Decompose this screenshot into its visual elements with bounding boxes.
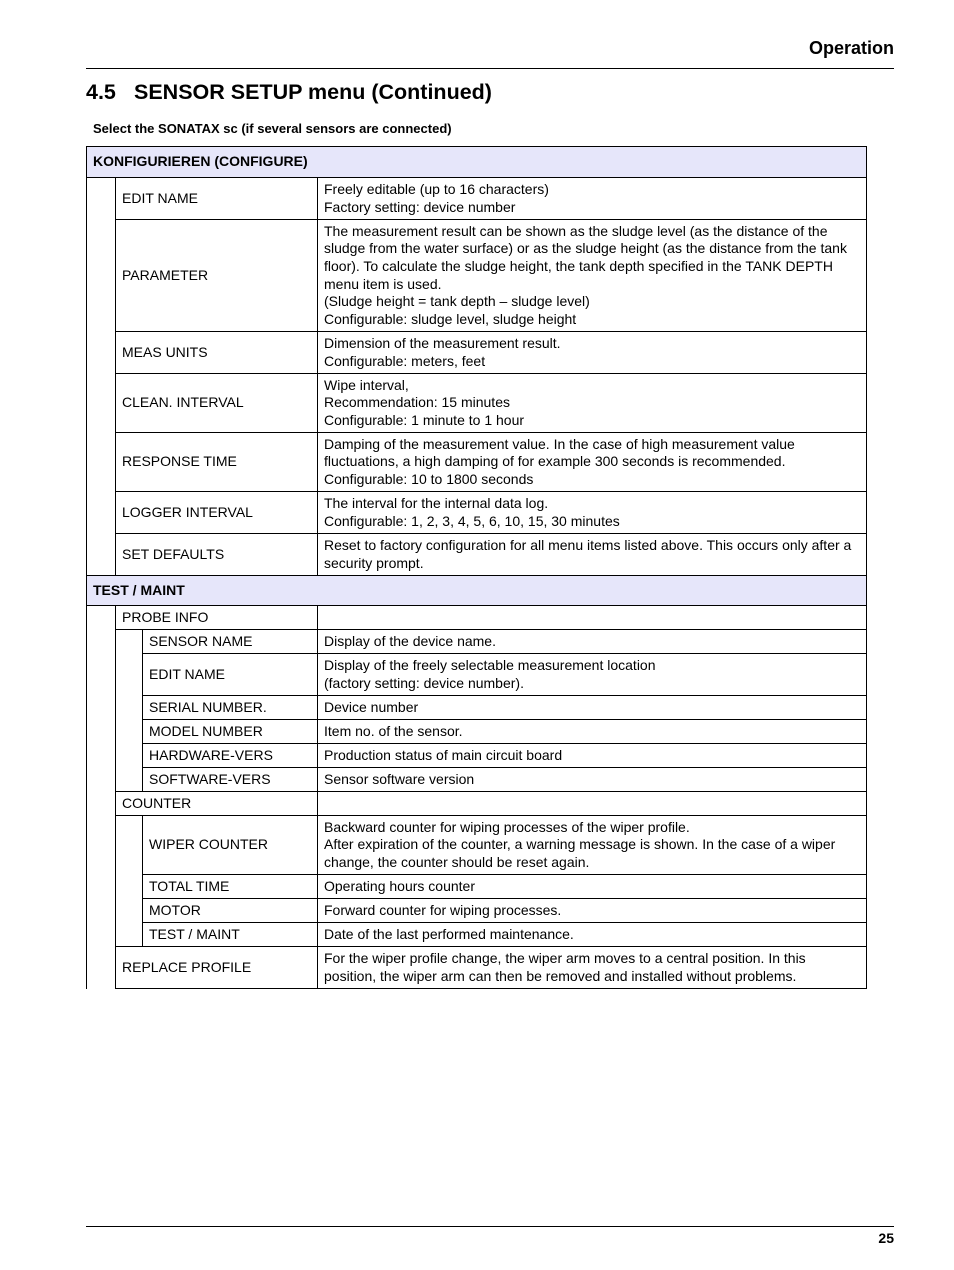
menu-item-description: Device number — [318, 696, 867, 720]
menu-item-name: CLEAN. INTERVAL — [116, 374, 318, 433]
group-header-row — [87, 576, 867, 606]
subheading: Select the SONATAX sc (if several sensors are connected) — [93, 121, 452, 136]
table-row — [87, 744, 867, 768]
menu-item-description: Display of the device name. — [318, 630, 867, 654]
menu-item-name: TEST / MAINT — [143, 923, 318, 947]
menu-item-description: Display of the freely selectable measurement location (factory setting: device number). — [318, 654, 867, 696]
page-number: 25 — [878, 1230, 894, 1246]
menu-item-name: SERIAL NUMBER. — [143, 696, 318, 720]
menu-item-name: HARDWARE-VERS — [143, 744, 318, 768]
menu-table — [86, 146, 867, 989]
menu-item-description: Damping of the measurement value. In the case of high measurement value fluctuations, a high damping of for example 300 seconds is recommended. Configurable: 10 to 1800 seconds — [318, 433, 867, 492]
table-row — [87, 923, 867, 947]
submenu-name: COUNTER — [116, 792, 318, 816]
table-row — [87, 630, 867, 654]
menu-item-description: The interval for the internal data log. Configurable: 1, 2, 3, 4, 5, 6, 10, 15, 30 minutes — [318, 492, 867, 534]
table-row — [87, 720, 867, 744]
menu-item-description: Date of the last performed maintenance. — [318, 923, 867, 947]
table-row — [87, 178, 867, 220]
table-row — [87, 947, 867, 989]
menu-item-description: Reset to factory configuration for all menu items listed above. This occurs only after a security prompt. — [318, 534, 867, 576]
menu-item-name: MEAS UNITS — [116, 332, 318, 374]
table-row — [87, 534, 867, 576]
menu-item-name: TOTAL TIME — [143, 875, 318, 899]
menu-item-name: PARAMETER — [116, 220, 318, 332]
menu-item-name: EDIT NAME — [116, 178, 318, 220]
table-row — [87, 220, 867, 332]
menu-item-description: Wipe interval, Recommendation: 15 minutes Configurable: 1 minute to 1 hour — [318, 374, 867, 433]
table-row — [87, 654, 867, 696]
menu-item-name: WIPER COUNTER — [143, 816, 318, 875]
menu-item-description: The measurement result can be shown as the sludge level (as the distance of the sludge from the water surface) or as the sludge height (as the distance from the tank floor). To calculate the sludge height, the tank depth specified in the TANK DEPTH menu item is used. (Sludge height = tank depth – sludge level) Configurable: sludge level, sludge height — [318, 220, 867, 332]
menu-item-description: Dimension of the measurement result. Configurable: meters, feet — [318, 332, 867, 374]
menu-item-name: RESPONSE TIME — [116, 433, 318, 492]
menu-item-name: SOFTWARE-VERS — [143, 768, 318, 792]
table-row — [87, 899, 867, 923]
footer-rule — [86, 1226, 894, 1227]
menu-item-description: Backward counter for wiping processes of the wiper profile. After expiration of the counter, a warning message is shown. In the case of a wiper change, the counter should be reset again. — [318, 816, 867, 875]
section-title-text: SENSOR SETUP menu (Continued) — [134, 80, 492, 104]
table-row — [87, 433, 867, 492]
menu-item-name: MODEL NUMBER — [143, 720, 318, 744]
running-header: Operation — [808, 38, 894, 58]
table-row — [87, 816, 867, 875]
table-row — [87, 792, 867, 816]
menu-item-description: Production status of main circuit board — [318, 744, 867, 768]
menu-item-name: LOGGER INTERVAL — [116, 492, 318, 534]
menu-item-name: MOTOR — [143, 899, 318, 923]
table-row — [87, 332, 867, 374]
table-row — [87, 768, 867, 792]
group-header-test-maint: TEST / MAINT — [87, 576, 867, 606]
menu-item-name: SET DEFAULTS — [116, 534, 318, 576]
group-header-row — [87, 147, 867, 178]
menu-item-name: EDIT NAME — [143, 654, 318, 696]
group-header-configure: KONFIGURIEREN (CONFIGURE) — [87, 147, 867, 178]
menu-item-description: Item no. of the sensor. — [318, 720, 867, 744]
table-row — [87, 875, 867, 899]
menu-item-name: SENSOR NAME — [143, 630, 318, 654]
menu-item-description: For the wiper profile change, the wiper arm moves to a central position. In this position, the wiper arm can then be removed and installed without problems. — [318, 947, 867, 989]
table-row — [87, 696, 867, 720]
menu-item-description: Sensor software version — [318, 768, 867, 792]
table-row — [87, 606, 867, 630]
table-row — [87, 374, 867, 433]
menu-item-description: Freely editable (up to 16 characters) Factory setting: device number — [318, 178, 867, 220]
menu-item-description: Operating hours counter — [318, 875, 867, 899]
table-row — [87, 492, 867, 534]
menu-item-name: REPLACE PROFILE — [116, 947, 318, 989]
header-rule — [86, 68, 894, 69]
section-number: 4.5 — [86, 80, 116, 104]
menu-item-description: Forward counter for wiping processes. — [318, 899, 867, 923]
submenu-name: PROBE INFO — [116, 606, 318, 630]
section-title — [86, 80, 492, 105]
